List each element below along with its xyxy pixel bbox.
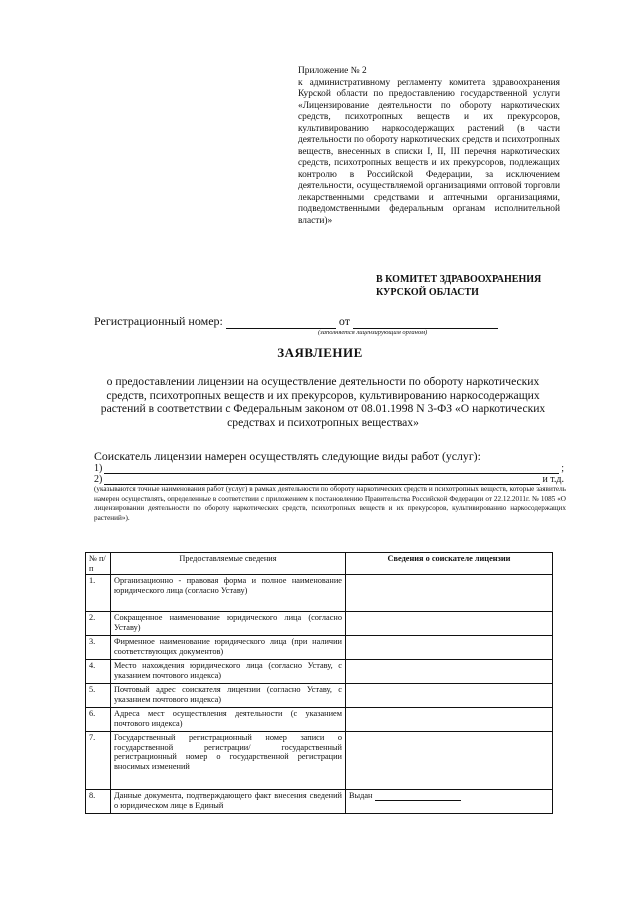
applicant-intro: Соискатель лицензии намерен осуществлять следующие виды работ (услуг): (94, 449, 481, 463)
row-info-cell[interactable] (346, 684, 553, 708)
work-line-end: и т.д. (542, 474, 564, 485)
issued-field[interactable] (375, 792, 461, 801)
table-row (86, 636, 553, 660)
row-info-cell[interactable] (346, 660, 553, 684)
registration-date-field[interactable] (353, 317, 498, 329)
row-description: Место нахождения юридического лица (согласно Уставу, с указанием почтового индекса) (111, 660, 346, 684)
table-row (86, 790, 553, 814)
addressee-line-2: КУРСКОЙ ОБЛАСТИ (376, 287, 479, 298)
addressee-line-1: В КОМИТЕТ ЗДРАВООХРАНЕНИЯ (376, 274, 542, 285)
work-note: (указываются точные наименования работ (услуг) в рамках деятельности по обороту наркотических средств и психотропных веществ, которые заявитель намерен осуществлять, определенные в соответствии с приложением к постановлению Правительства Российской Федерации от 22.12.2011г. № 1085 «О лицензировании деятельности по обороту наркотических средств, психотропных веществ и их прекурсоров, культивированию наркосодержащих растений»). (94, 485, 566, 522)
work-line-2 (94, 474, 564, 485)
row-number: 4. (86, 660, 111, 684)
registration-number-label: Регистрационный номер: (94, 314, 223, 328)
info-table (85, 552, 553, 814)
row-number: 2. (86, 612, 111, 636)
row-info-cell[interactable] (346, 636, 553, 660)
registration-note: (заполняется лицензирующим органом) (318, 329, 428, 336)
work-line-number: 1) (94, 463, 103, 474)
row-description: Почтовый адрес соискателя лицензии (согласно Уставу, с указанием почтового индекса) (111, 684, 346, 708)
row-number: 7. (86, 732, 111, 790)
header-number: № п/п (86, 553, 111, 575)
row-info-cell[interactable] (346, 708, 553, 732)
table-row (86, 612, 553, 636)
table-row (86, 575, 553, 612)
work-line-number: 2) (94, 474, 103, 485)
table-row (86, 660, 553, 684)
table-row (86, 684, 553, 708)
document-title: ЗАЯВЛЕНИЕ (277, 345, 363, 360)
registration-date-label: от (338, 314, 350, 328)
row-number: 1. (86, 575, 111, 612)
work-line-1 (94, 463, 564, 474)
table-row (86, 732, 553, 790)
row-number: 3. (86, 636, 111, 660)
row-number: 8. (86, 790, 111, 814)
table-row (86, 708, 553, 732)
work-line-field[interactable] (104, 475, 540, 485)
work-line-end: ; (561, 463, 564, 474)
addressee (376, 273, 576, 299)
row-description: Фирменное наименование юридического лица (при наличии соответствующих документов) (111, 636, 346, 660)
registration-number-row (94, 314, 534, 329)
document-purpose: о предоставлении лицензии на осуществление деятельности по обороту наркотических средств, психотропных веществ и их прекурсоров, культивированию наркосодержащих растений в соответствии с Федеральным законом от 08.01.1998 N 3-ФЗ «О наркотических средствах и психотропных веществах» (100, 375, 546, 429)
work-line-field[interactable] (104, 464, 559, 474)
appendix-header (298, 66, 560, 227)
row-number: 6. (86, 708, 111, 732)
issued-label: Выдан (349, 791, 373, 800)
row-description: Сокращенное наименование юридического лица (согласно Уставу) (111, 612, 346, 636)
row-info-cell[interactable] (346, 732, 553, 790)
row-info-cell[interactable] (346, 612, 553, 636)
appendix-title: Приложение № 2 (298, 66, 367, 76)
row-description: Адреса мест осуществления деятельности (с указанием почтового индекса) (111, 708, 346, 732)
header-applicant-info: Сведения о соискателе лицензии (346, 553, 553, 575)
row-number: 5. (86, 684, 111, 708)
row-description: Организационно - правовая форма и полное наименование юридического лица (согласно Уставу) (111, 575, 346, 612)
table-header-row (86, 553, 553, 575)
appendix-body: к административному регламенту комитета здравоохранения Курской области по предоставлению государственной услуги «Лицензирование деятельности по обороту наркотических средств, психотропных веществ и их прекурсоров, культивированию наркосодержащих растений (в части деятельности по обороту наркотических средств и психотропных веществ, внесенных в списки I, II, III перечня наркотических средств, психотропных веществ и их прекурсоров, подлежащих контролю в Российской Федерации, за исключением деятельности, осуществляемой организациями оптовой торговли лекарственными средствами и аптечными организациями, подведомственными федеральным органам исполнительной власти)» (298, 77, 560, 226)
row-description: Государственный регистрационный номер записи о государственной регистрации/ государственный регистрационный номер о государственной регистрации вносимых изменений (111, 732, 346, 790)
row-description: Данные документа, подтверждающего факт внесения сведений о юридическом лице в Единый (111, 790, 346, 814)
row-info-cell[interactable] (346, 790, 553, 814)
header-description: Предоставляемые сведения (111, 553, 346, 575)
registration-number-field[interactable] (226, 317, 336, 329)
row-info-cell[interactable] (346, 575, 553, 612)
